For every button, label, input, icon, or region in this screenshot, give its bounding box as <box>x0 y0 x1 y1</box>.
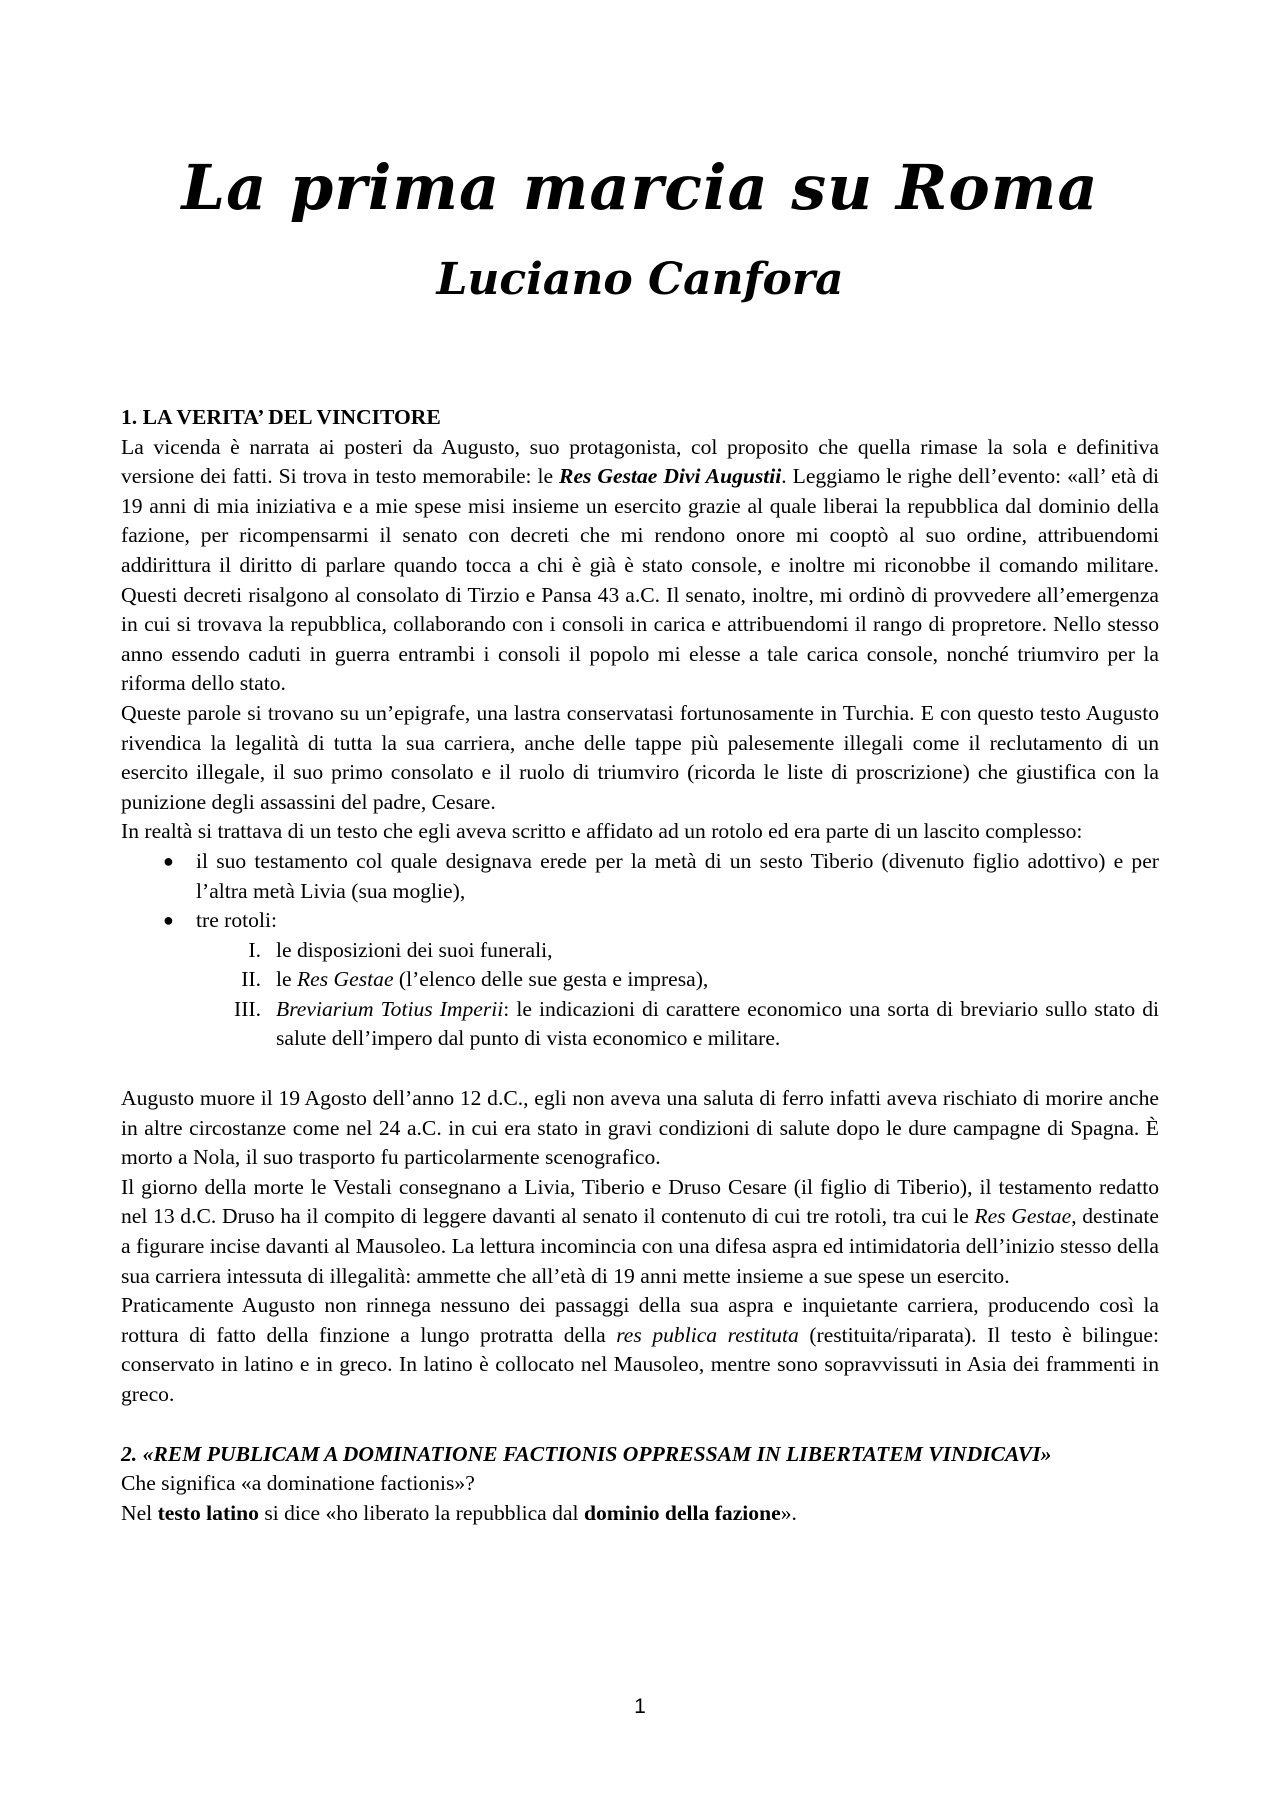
roman-item-italic: Res Gestae <box>296 967 394 992</box>
paragraph-6-text-a: Praticamente Augusto non rinnega nessuno dei passaggi della sua aspra e inquietante carriera, producendo così la rottura di fatto della finzione a lungo protratta della <box>121 1293 1159 1347</box>
paragraph-2: Queste parole si trovano su un’epigrafe, una lastra conservatasi fortunosamente in Turchia. E con questo testo Augusto rivendica la legalità di tutta la sua carriera, anche delle tappe più palesemente illegali come il reclutamento di un esercito illegale, il suo primo consolato e il ruolo di triumviro (ricorda le liste di proscrizione) che giustifica con la punizione degli assassini del padre, Cesare. <box>121 700 1159 814</box>
roman-numeral: II. <box>241 967 261 992</box>
res-gestae-title: Res Gestae Divi Augustii <box>559 464 782 489</box>
paragraph-6 <box>121 1291 1159 1409</box>
section-2-bold: dominio della fazione <box>583 1500 781 1525</box>
section-1-heading: 1. LA VERITA’ DEL VINCITORE <box>121 405 441 429</box>
section-2-heading: 2. «REM PUBLICAM A DOMINATIONE FACTIONIS OPPRESSAM IN LIBERTATEM VINDICAVI» <box>121 1441 1052 1466</box>
roman-list <box>121 936 1159 1054</box>
list-item <box>121 906 1159 936</box>
list-item <box>121 936 1159 966</box>
section-2-question: Che significa «a dominatione factionis»? <box>121 1471 475 1496</box>
list-item <box>121 995 1159 1054</box>
page-number: 1 <box>634 1695 646 1718</box>
paragraph-3: In realtà si trattava di un testo che egli aveva scritto e affidato ad un rotolo ed era parte di un lascito complesso: <box>121 819 1083 844</box>
document-body <box>121 403 1159 1528</box>
list-item <box>121 965 1159 995</box>
roman-numeral: III. <box>234 996 261 1021</box>
paragraph-1-text-a: La vicenda è narrata ai posteri da Augusto, suo protagonista, col proposito che quella rimase la sola e definitiva versione dei fatti. Si trova in testo memorabile: le <box>121 434 1159 489</box>
paragraph-5-text-b: , destinate a figurare incise davanti al Mausoleo. La lettura incomincia con una difesa aspra ed intimidatoria dell’inizio stesso della sua carriera intessuta di illegalità: ammette che all’età di 19 anni mette insieme a sue spese un esercito. <box>121 1204 1160 1288</box>
paragraph-6-italic: res publica restituta <box>616 1322 799 1347</box>
roman-item-italic: Breviarium Totius Imperii <box>276 996 504 1021</box>
spacer <box>121 1054 1159 1084</box>
paragraph-5 <box>121 1173 1159 1291</box>
bullet-list <box>121 847 1159 936</box>
paragraph-1-text-b: . Leggiamo le righe dell’evento: «all’ età di 19 anni di mia iniziativa e a mie spese misi insieme un esercito grazie al quale liberai la repubblica dal dominio della fazione, per ricompensarmi il senato con decreti che mi rendono onore mi cooptò al suo ordine, attribuendomi addirittura il diritto di parlare quando tocca a chi è già è stato console, e inoltre mi riconobbe il comando militare. Questi decreti risalgono al consolato di Tirzio e Pansa 43 a.C. Il senato, inoltre, mi ordinò di provvedere all’emergenza in cui si trovava la repubblica, collaborando con i consoli in carica e attribuendomi il rango di propretore. Nello stesso anno essendo caduti in guerra entrambi i consoli il popolo mi elesse a tale carica console, nonché triumviro per la riforma dello stato. <box>121 464 1159 696</box>
roman-item-text: (l’elenco delle sue gesta e impresa), <box>393 967 709 992</box>
list-item <box>121 847 1159 906</box>
bullet-icon: ● <box>163 850 174 871</box>
section-2-bold: testo latino <box>157 1500 259 1525</box>
section-2-text: ». <box>780 1500 797 1525</box>
section-2-line <box>121 1499 1159 1529</box>
paragraph-4: Augusto muore il 19 Agosto dell’anno 12 d.C., egli non aveva una saluta di ferro infatti aveva rischiato di morire anche in altre circostanze come nel 24 a.C. in cui era stato in gravi condizioni di salute dopo le dure campagne di Spagna. È morto a Nola, il suo trasporto fu particolarmente scenografico. <box>121 1086 1159 1170</box>
spacer <box>121 1410 1159 1440</box>
paragraph-5-text-a: Il giorno della morte le Vestali consegnano a Livia, Tiberio e Druso Cesare (il figlio di Tiberio), il testamento redatto nel 13 d.C. Druso ha il compito di leggere davanti al senato il contenuto di cui tre rotoli, tra cui le <box>121 1174 1159 1229</box>
bullet-icon: ● <box>163 910 174 931</box>
paragraph-1 <box>121 433 1159 699</box>
roman-item-text: le <box>276 967 297 992</box>
section-2-text: Nel <box>121 1500 158 1525</box>
bullet-1-text: il suo testamento col quale designava erede per la metà di un sesto Tiberio (divenuto figlio adottivo) e per l’altra metà Livia (sua moglie), <box>196 848 1159 903</box>
paragraph-6-text-b: (restituita/riparata). Il testo è bilingue: conservato in latino e in greco. In latino è collocato nel Mausoleo, mentre sono sopravvissuti in Asia dei frammenti in greco. <box>121 1322 1159 1406</box>
document-title: La prima marcia su Roma <box>181 151 1099 224</box>
roman-item-text: le disposizioni dei suoi funerali, <box>276 937 553 962</box>
section-2-text: si dice «ho liberato la repubblica dal <box>258 1500 584 1525</box>
paragraph-5-italic: Res Gestae <box>974 1204 1072 1229</box>
roman-item-text: : le indicazioni di carattere economico una sorta di breviario sullo stato di salute dell’impero dal punto di vista economico e militare. <box>276 996 1159 1051</box>
bullet-2-text: tre rotoli: <box>196 908 277 933</box>
roman-numeral: I. <box>248 937 261 962</box>
document-author: Luciano Canfora <box>436 254 844 305</box>
